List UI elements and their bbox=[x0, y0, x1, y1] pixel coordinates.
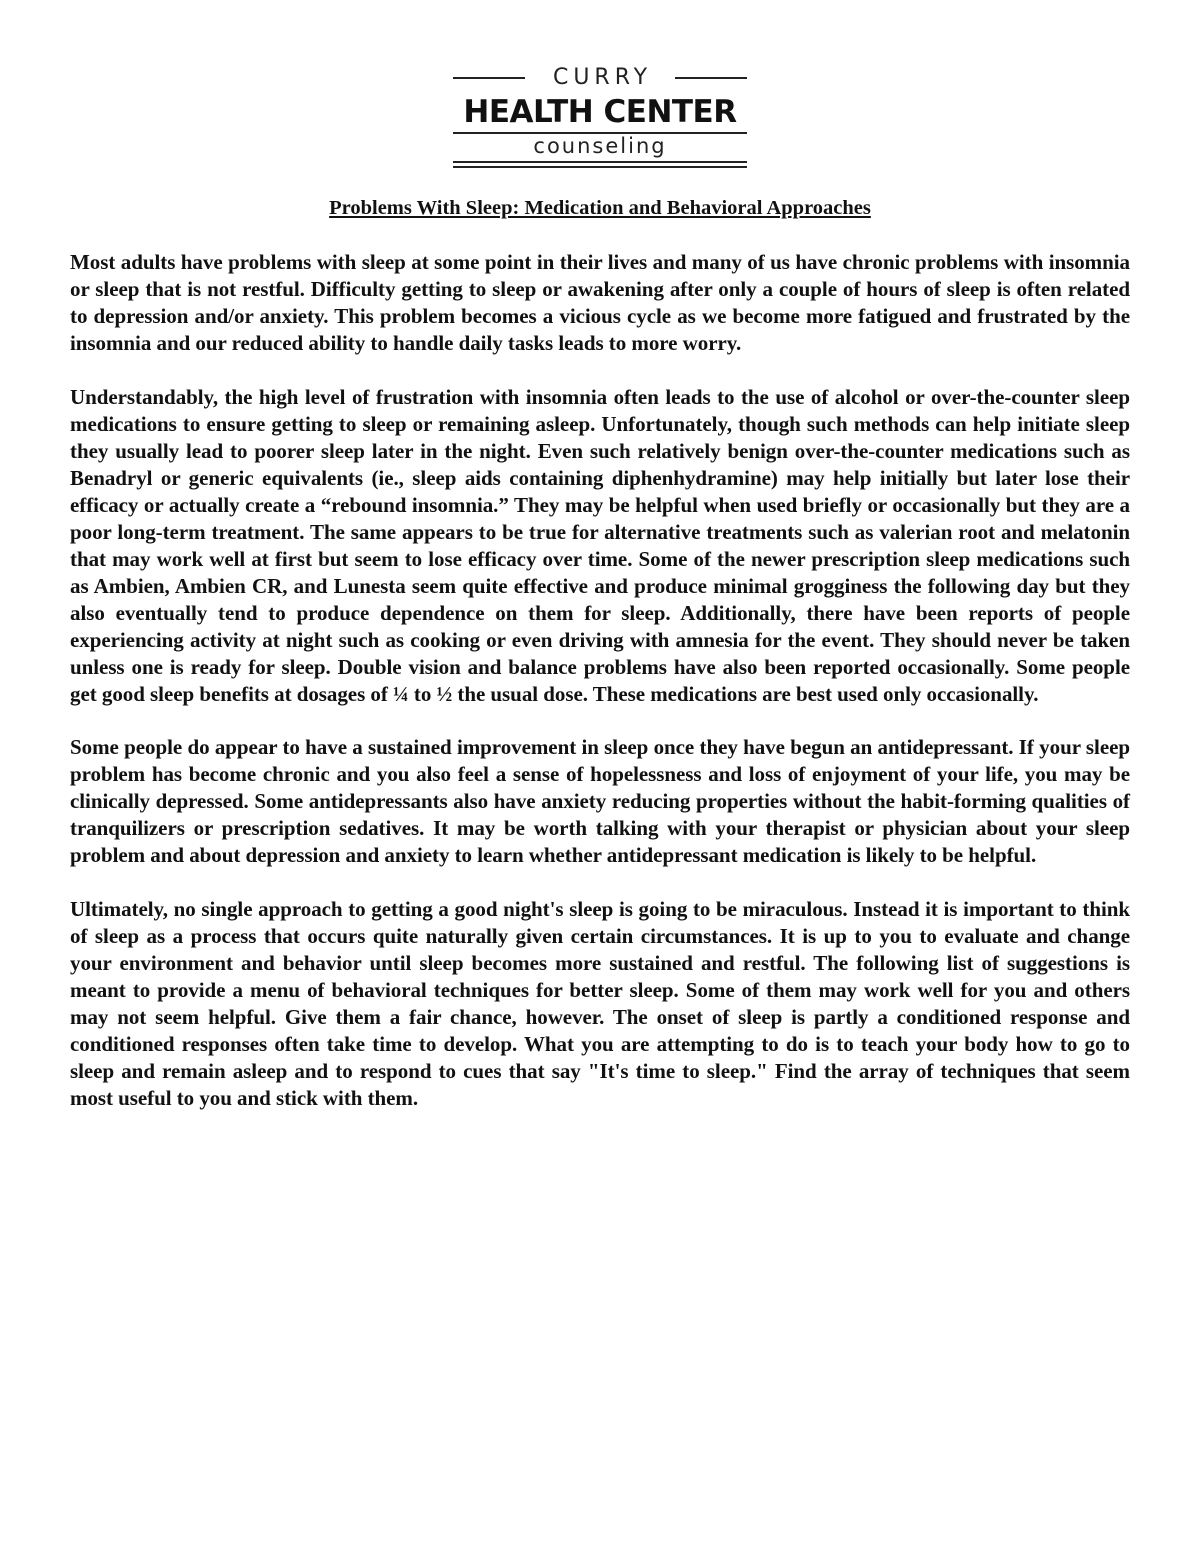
logo-health-center-text: HEALTH CENTER bbox=[463, 94, 737, 130]
document-title: Problems With Sleep: Medication and Behavioral Approaches bbox=[329, 197, 871, 219]
paragraph-4: Ultimately, no single approach to getting a good night's sleep is going to be miraculous. Instead it is important to think of sleep as a process that occurs quite naturally given certain circumstances. It is up to you to evaluate and change your environment and behavior until sleep becomes more sustained and restful. The following list of suggestions is meant to provide a menu of behavioral techniques for better sleep. Some of them may work well for you and others may not seem helpful. Give them a fair chance, however. The onset of sleep is partly a conditioned response and conditioned responses often take time to develop. What you are attempting to do is to teach your body how to go to sleep and remain asleep and to respond to cues that say "It's time to sleep." Find the array of techniques that seem most useful to you and stick with them. bbox=[70, 896, 1130, 1110]
logo-top-row bbox=[453, 66, 747, 90]
logo-curry-text: CURRY bbox=[552, 65, 653, 90]
curry-health-center-logo bbox=[453, 66, 747, 168]
logo-counseling-text: counseling bbox=[533, 134, 667, 158]
paragraph-2: Understandably, the high level of frustration with insomnia often leads to the use of alcohol or over-the-counter sleep medications to ensure getting to sleep or remaining asleep. Unfortunately, though such methods can help initiate sleep they usually lead to poorer sleep later in the night. Even such relatively benign over-the-counter medications such as Benadryl or generic equivalents (ie., sleep aids containing diphenhydramine) may help initially but later lose their efficacy or actually create a “rebound insomnia.” They may be helpful when used briefly or occasionally but they are a poor long-term treatment. The same appears to be true for alternative treatments such as valerian root and melatonin that may work well at first but seem to lose efficacy over time. Some of the newer prescription sleep medications such as Ambien, Ambien CR, and Lunesta seem quite effective and produce minimal grogginess the following day but they also eventually tend to produce dependence on them for sleep. Additionally, there have been reports of people experiencing activity at night such as cooking or even driving with amnesia for the event. They should never be taken unless one is ready for sleep. Double vision and balance problems have also been reported occasionally. Some people get good sleep benefits at dosages of ¼ to ½ the usual dose. These medications are best used only occasionally. bbox=[70, 384, 1130, 706]
paragraph-1: Most adults have problems with sleep at some point in their lives and many of us have chronic problems with insomnia or sleep that is not restful. Difficulty getting to sleep or awakening after only a couple of hours of sleep is often related to depression and/or anxiety. This problem becomes a vicious cycle as we become more fatigued and frustrated by the insomnia and our reduced ability to handle daily tasks leads to more worry. bbox=[70, 250, 1130, 355]
logo-bottom-rule-second bbox=[453, 166, 747, 168]
logo-right-rule bbox=[675, 77, 747, 79]
logo-left-rule bbox=[453, 77, 525, 79]
logo-bottom-rule bbox=[453, 161, 747, 163]
document-body bbox=[70, 249, 1130, 1138]
paragraph-3: Some people do appear to have a sustained improvement in sleep once they have begun an antidepressant. If your sleep problem has become chronic and you also feel a sense of hopelessness and loss of enjoyment of your life, you may be clinically depressed. Some antidepressants also have anxiety reducing properties without the habit-forming qualities of tranquilizers or prescription sedatives. It may be worth talking with your therapist or physician about your sleep problem and about depression and anxiety to learn whether antidepressant medication is likely to be helpful. bbox=[70, 735, 1130, 867]
